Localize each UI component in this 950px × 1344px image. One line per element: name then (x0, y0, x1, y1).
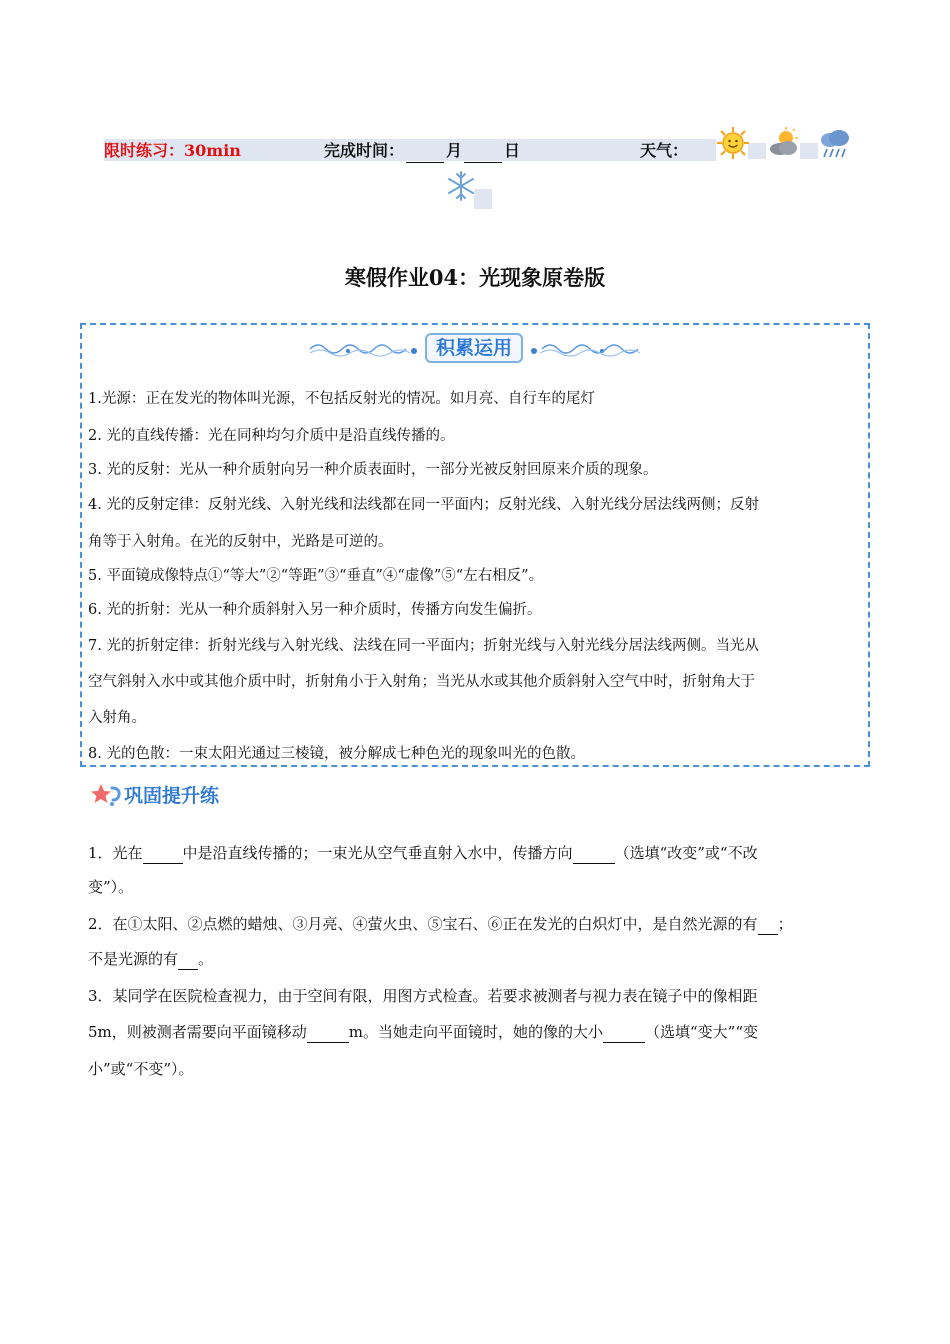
knowledge-line: 角等于入射角。在光的反射中，光路是可逆的。 (88, 534, 393, 550)
knowledge-badge: 积累运用 (425, 333, 523, 363)
rain-icon (818, 127, 852, 161)
wave-ornament-right-icon (528, 339, 644, 359)
snowflake-icon (445, 170, 477, 202)
partly-cloudy-icon (766, 127, 802, 159)
question-2: 2．在①太阳、②点燃的蜡烛、③月亮、④萤火虫、⑤宝石、⑥正在发光的白炽灯中，是自然光源的有 ； (88, 915, 793, 933)
sunny-icon (716, 126, 750, 160)
answer-blank[interactable] (573, 846, 615, 864)
question-3: 3．某同学在医院检查视力，由于空间有限，用图方式检查。若要求被测者与视力表在镜子中的像相距 (88, 987, 758, 1005)
day-blank (464, 144, 502, 163)
month-blank (406, 144, 444, 163)
answer-blank[interactable] (758, 917, 778, 935)
knowledge-line: 1.光源：正在发光的物体叫光源，不包括反射光的情况。如月亮、自行车的尾灯 (88, 391, 595, 407)
knowledge-line: 空气斜射入水中或其他介质中时，折射角小于入射角；当光从水或其他介质斜射入空气中时，折射角大于 (88, 674, 755, 690)
star-icon (90, 782, 124, 808)
question-2-cont: 不是光源的有 。 (88, 950, 214, 968)
weather-label: 天气： (640, 141, 689, 160)
knowledge-line: 7. 光的折射定律：折射光线与入射光线、法线在同一平面内；折射光线与入射光线分居法线两侧。当光从 (88, 638, 759, 654)
question-1: 1．光在 中是沿直线传播的；一束光从空气垂直射入水中，传播方向 （选填“改变”或“不改 (88, 844, 758, 862)
answer-blank[interactable] (603, 1025, 645, 1043)
answer-blank[interactable] (178, 952, 198, 970)
knowledge-line: 5. 平面镜成像特点①“等大”②“等距”③“垂直”④“虚像”⑤“左右相反”。 (88, 568, 544, 584)
question-3-cont: 5m，则被测者需要向平面镜移动 m。当她走向平面镜时，她的像的大小 （选填“变大”“变 (88, 1023, 759, 1041)
knowledge-line: 4. 光的反射定律：反射光线、入射光线和法线都在同一平面内；反射光线、入射光线分居法线两侧；反射 (88, 497, 759, 513)
month-label: 月 (446, 141, 463, 160)
practice-label: 巩固提升练 (124, 785, 220, 807)
question-3-cont2: 小”或“不变”）。 (88, 1060, 194, 1078)
knowledge-line: 3. 光的反射：光从一种介质射向另一种介质表面时，一部分光被反射回原来介质的现象。 (88, 462, 658, 478)
weather-checkbox[interactable] (800, 143, 818, 159)
completion-time (324, 139, 520, 163)
time-limit: 限时练习：30min (104, 141, 241, 160)
answer-blank[interactable] (307, 1025, 349, 1043)
question-1-cont: 变”）。 (88, 878, 134, 896)
knowledge-line: 8. 光的色散：一束太阳光通过三棱镜，被分解成七种色光的现象叫光的色散。 (88, 746, 585, 762)
day-label: 日 (504, 141, 521, 160)
page-title: 寒假作业04：光现象原卷版 (344, 265, 606, 290)
knowledge-line: 入射角。 (88, 710, 146, 726)
knowledge-line: 6. 光的折射：光从一种介质斜射入另一种介质时，传播方向发生偏折。 (88, 602, 542, 618)
completion-label: 完成时间： (324, 141, 405, 160)
wave-ornament-left-icon (308, 339, 420, 359)
weather-checkbox[interactable] (748, 143, 766, 159)
answer-blank[interactable] (143, 846, 183, 864)
knowledge-line: 2. 光的直线传播：光在同种均匀介质中是沿直线传播的。 (88, 428, 455, 444)
